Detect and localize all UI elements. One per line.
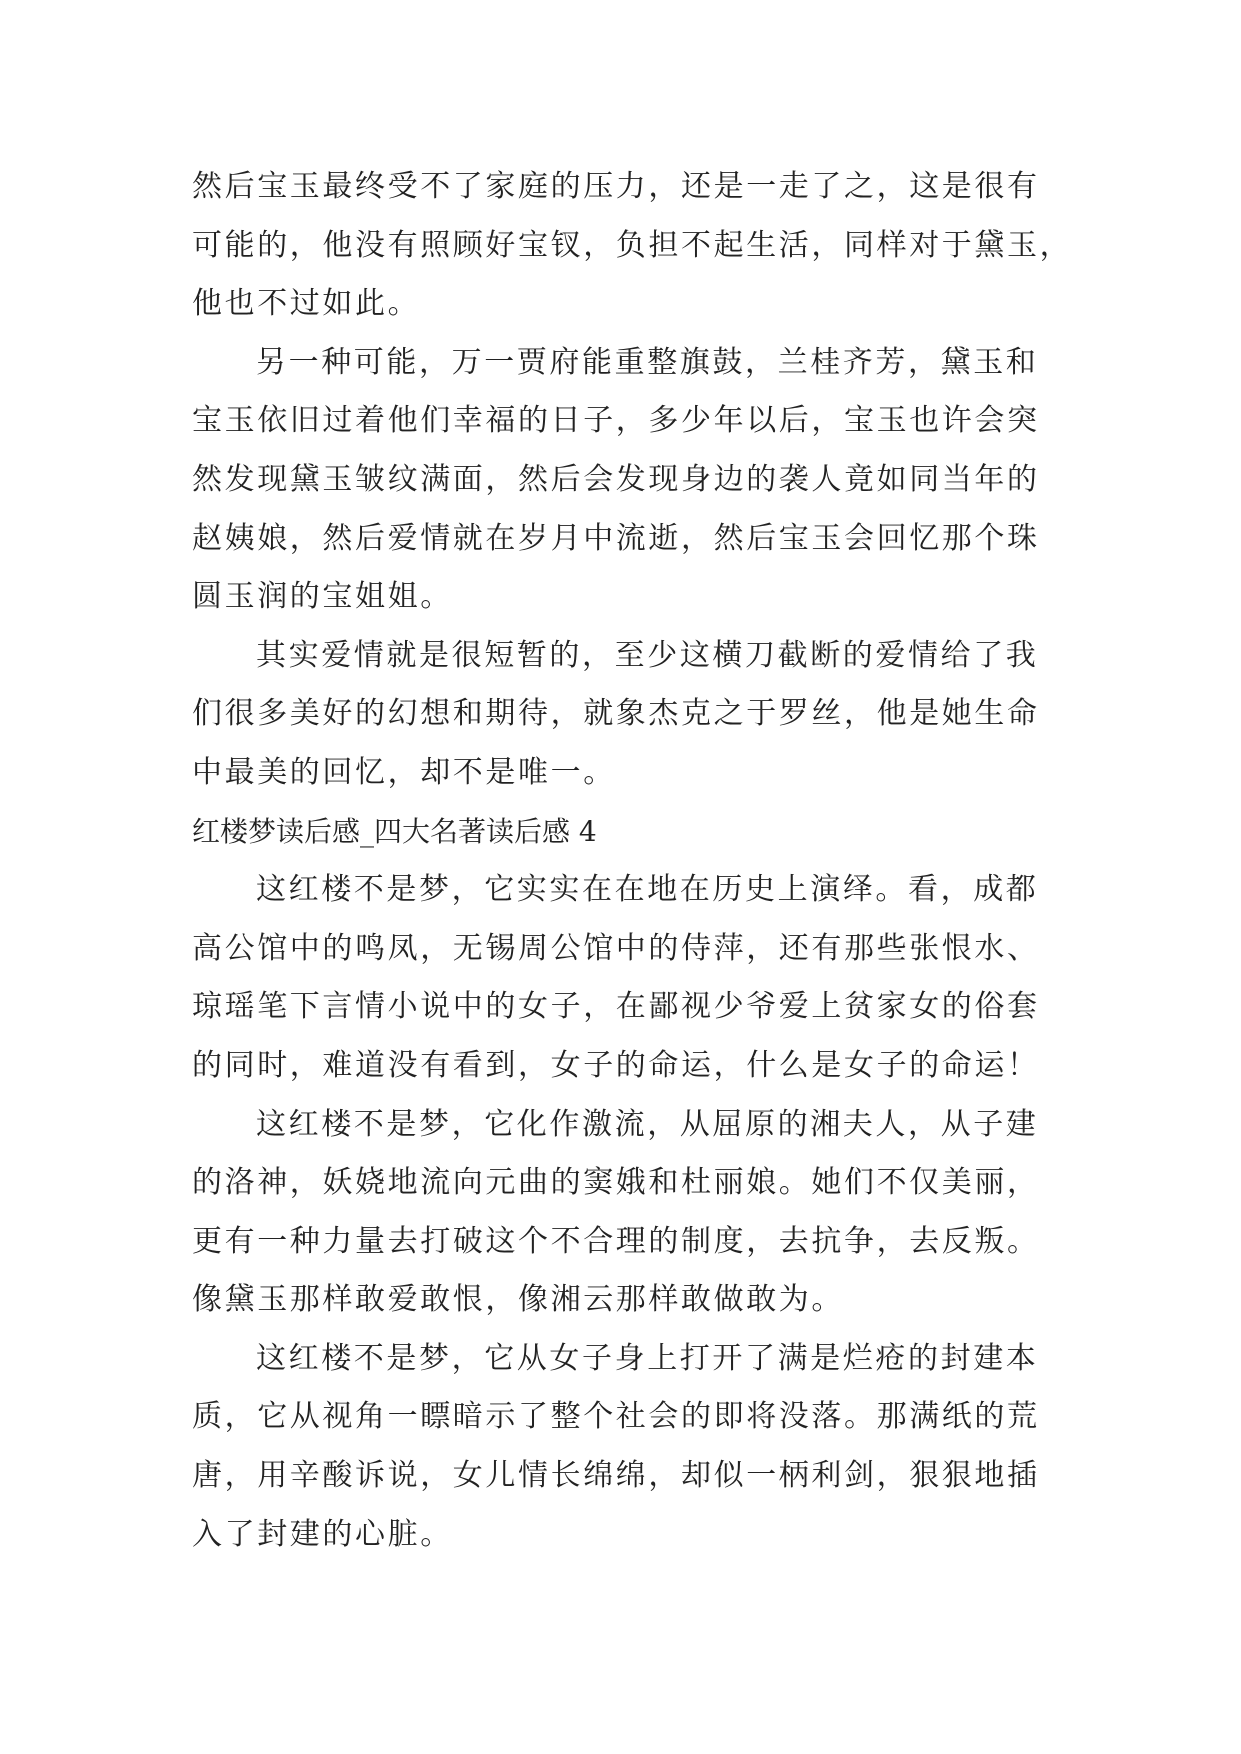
paragraph-line: 这红楼不是梦，它化作激流，从屈原的湘夫人，从子建 xyxy=(256,1106,1039,1142)
paragraph-line: 中最美的回忆，却不是唯一。 xyxy=(192,754,616,790)
paragraph-line: 其实爱情就是很短暂的，至少这横刀截断的爱情给了我 xyxy=(256,637,1039,673)
section-heading: 红楼梦读后感_四大名著读后感 4 xyxy=(192,814,597,848)
paragraph-line: 另一种可能，万一贾府能重整旗鼓，兰桂齐芳，黛玉和 xyxy=(256,344,1039,380)
paragraph-line: 质，它从视角一瞟暗示了整个社会的即将没落。那满纸的荒 xyxy=(192,1399,1040,1435)
paragraph-line: 像黛玉那样敢爱敢恨，像湘云那样敢做敢为。 xyxy=(192,1282,844,1318)
paragraph-line: 然后宝玉最终受不了家庭的压力，还是一走了之，这是很有 xyxy=(192,169,1040,204)
paragraph-line: 入了封建的心脏。 xyxy=(192,1516,453,1552)
paragraph-line: 高公馆中的鸣凤，无锡周公馆中的侍萍，还有那些张恨水、 xyxy=(192,930,1040,966)
paragraph-line: 宝玉依旧过着他们幸福的日子，多少年以后，宝玉也许会突 xyxy=(192,403,1040,439)
paragraph-line: 然发现黛玉皱纹满面，然后会发现身边的袭人竟如同当年的 xyxy=(192,461,1040,497)
paragraph-line: 赵姨娘，然后爱情就在岁月中流逝，然后宝玉会回忆那个珠 xyxy=(192,520,1040,556)
paragraph-line: 们很多美好的幻想和期待，就象杰克之于罗丝，他是她生命 xyxy=(192,696,1040,732)
paragraph-line: 他也不过如此。 xyxy=(192,286,421,322)
document-body xyxy=(192,158,1073,1564)
paragraph-line: 的同时，难道没有看到，女子的命运，什么是女子的命运！ xyxy=(192,1047,1040,1083)
paragraph-line: 唐，用辛酸诉说，女儿情长绵绵，却似一柄利剑，狠狠地插 xyxy=(192,1458,1040,1494)
paragraph-line: 这红楼不是梦，它从女子身上打开了满是烂疮的封建本 xyxy=(256,1340,1039,1376)
paragraph-line: 的洛神，妖娆地流向元曲的窦娥和杜丽娘。她们不仅美丽， xyxy=(192,1165,1040,1201)
paragraph-line: 这红楼不是梦，它实实在在地在历史上演绎。看，成都 xyxy=(256,872,1039,908)
paragraph-line: 更有一种力量去打破这个不合理的制度，去抗争，去反叛。 xyxy=(192,1223,1040,1259)
paragraph-line: 琼瑶笔下言情小说中的女子，在鄙视少爷爱上贫家女的俗套 xyxy=(192,989,1040,1025)
paragraph-line: 圆玉润的宝姐姐。 xyxy=(192,579,453,615)
paragraph-line: 可能的，他没有照顾好宝钗，负担不起生活，同样对于黛玉， xyxy=(192,227,1073,263)
